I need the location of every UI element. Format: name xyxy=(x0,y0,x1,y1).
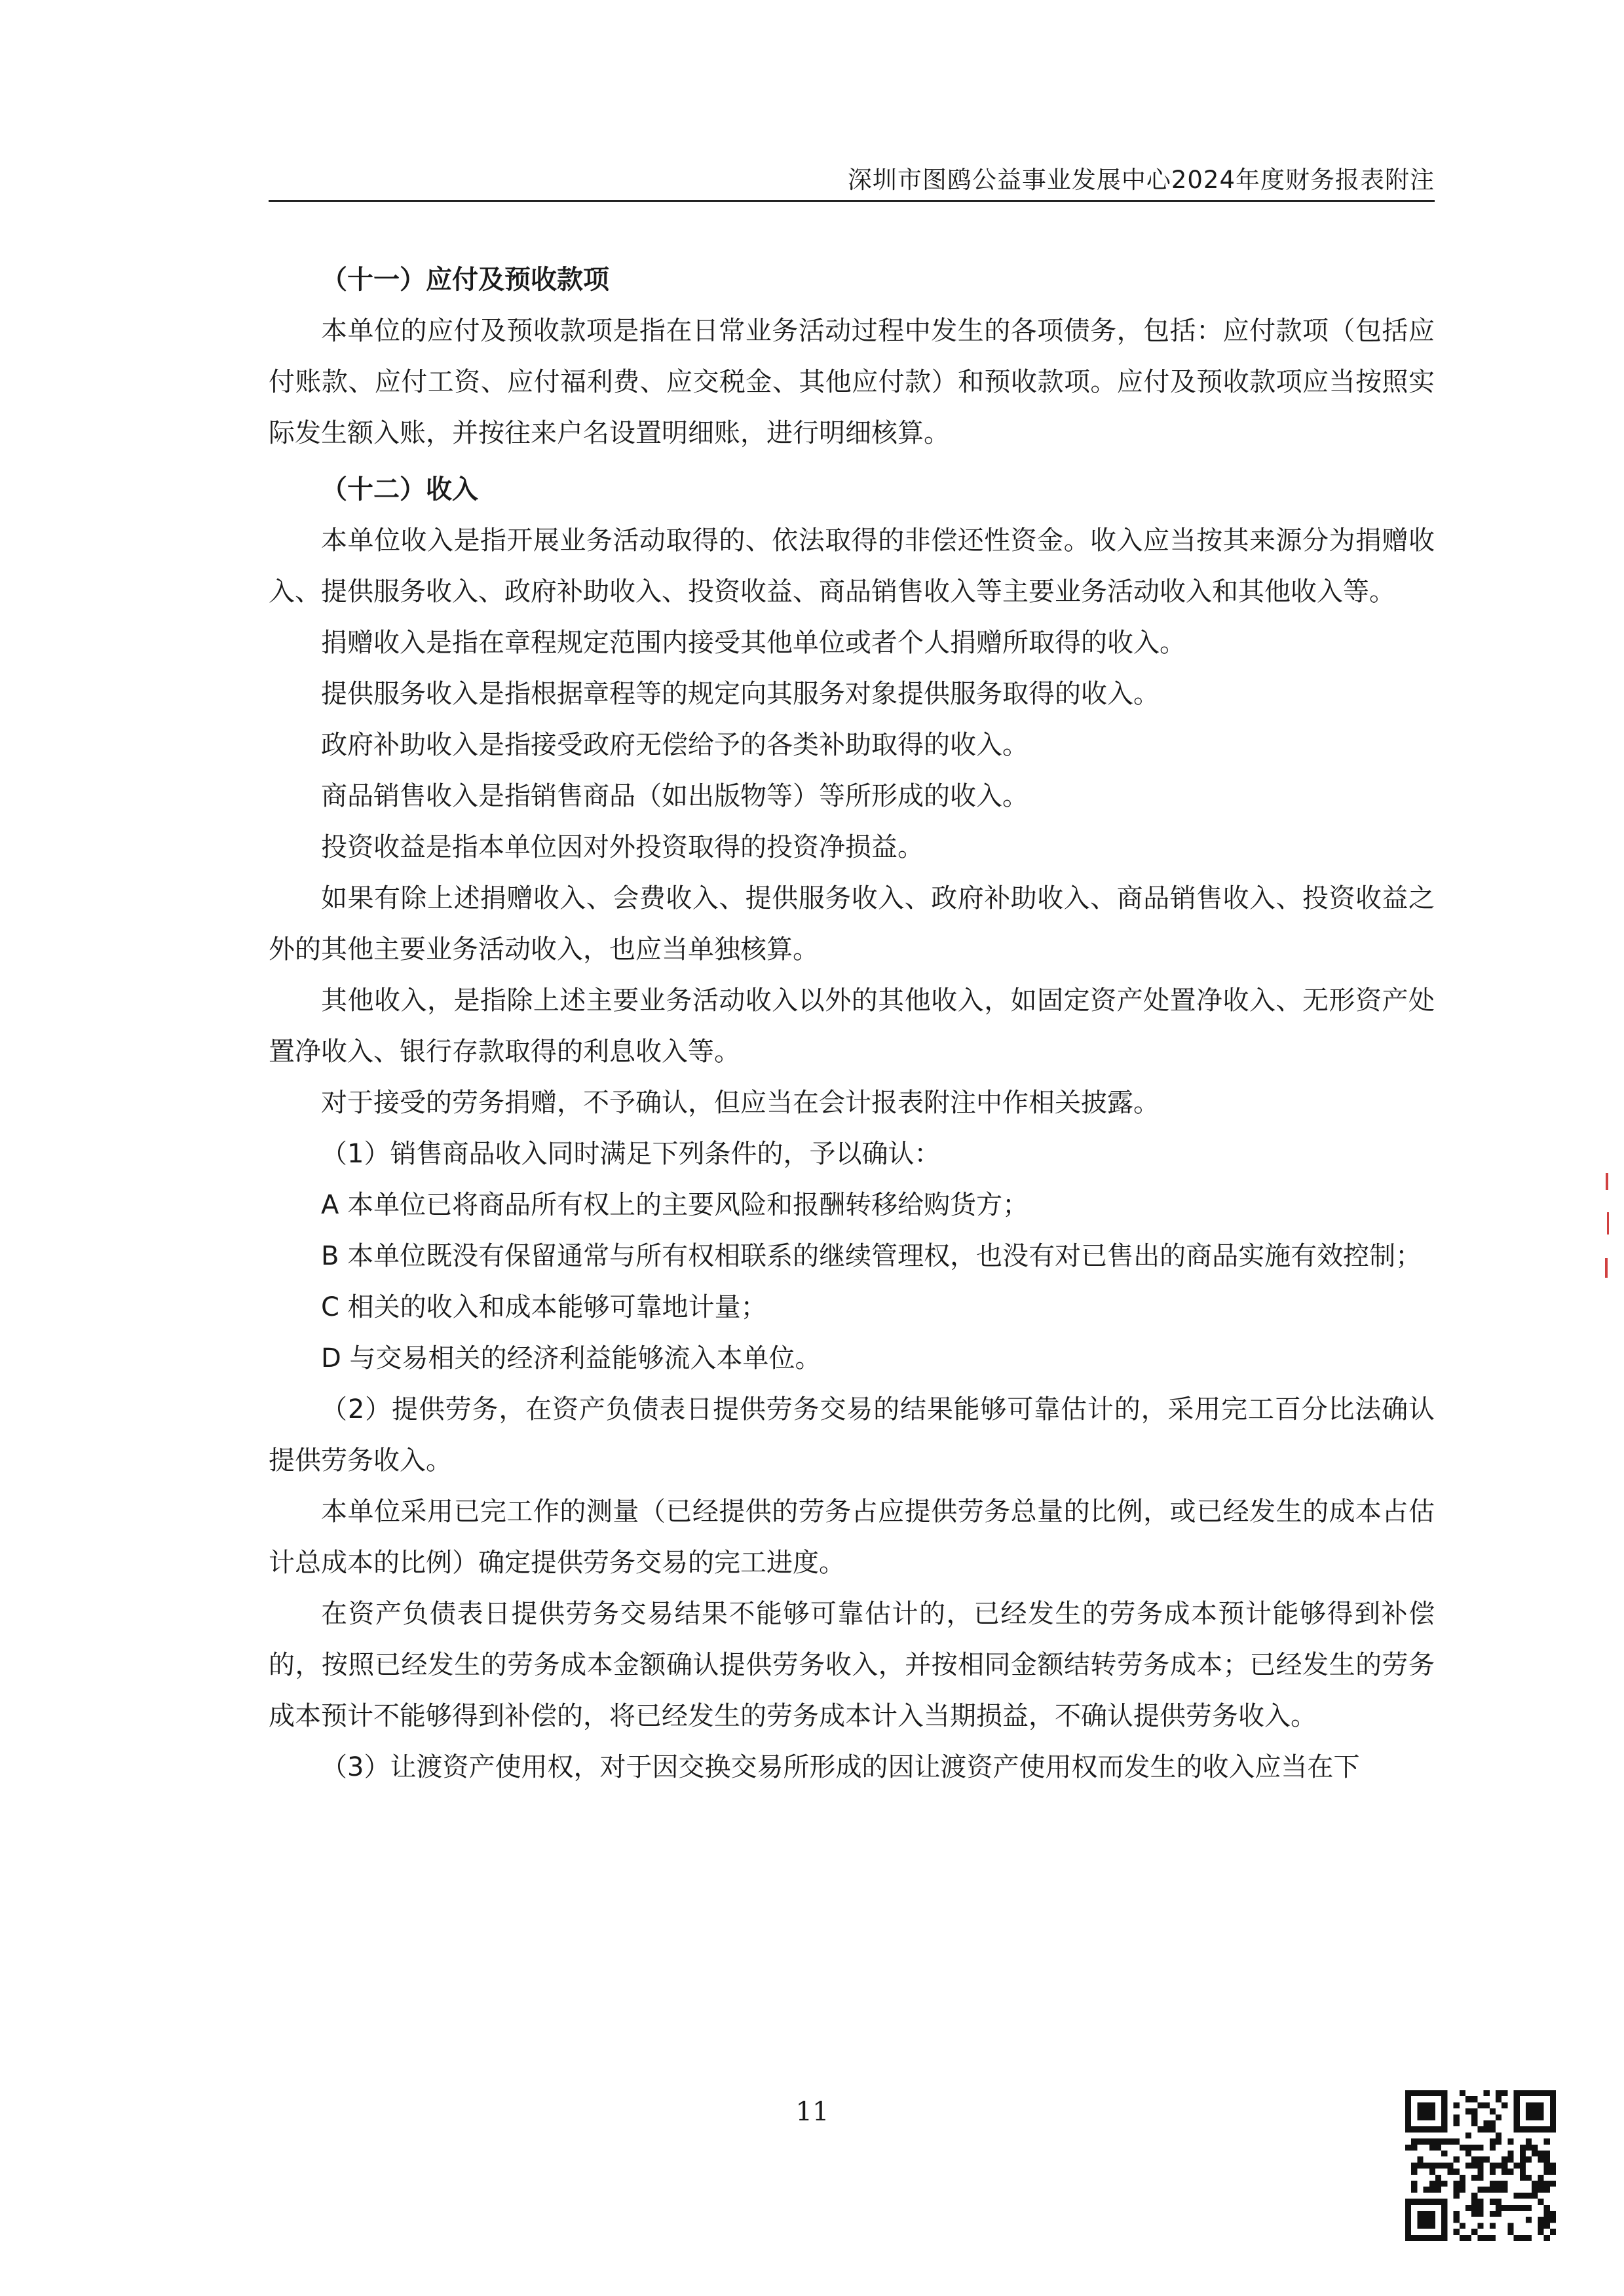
section-12-paragraph-16: 本单位采用已完工作的测量（已经提供的劳务占应提供劳务总量的比例，或已经发生的成本占估计总成本的比例）确定提供劳务交易的完工进度。 xyxy=(269,1497,1435,1578)
section-11-heading: （十一）应付及预收款项 xyxy=(321,265,609,295)
section-12-paragraph-15: （2）提供劳务，在资产负债表日提供劳务交易的结果能够可靠估计的，采用完工百分比法确认提供劳务收入。 xyxy=(269,1394,1435,1476)
section-12-paragraph-6: 投资收益是指本单位因对外投资取得的投资净损益。 xyxy=(321,832,924,862)
qr-code-icon xyxy=(1405,2090,1556,2241)
section-12-paragraph-4: 政府补助收入是指接受政府无偿给予的各类补助取得的收入。 xyxy=(321,730,1029,760)
section-12-paragraph-3: 提供服务收入是指根据章程等的规定向其服务对象提供服务取得的收入。 xyxy=(321,679,1160,709)
section-12-paragraph-2: 捐赠收入是指在章程规定范围内接受其他单位或者个人捐赠所取得的收入。 xyxy=(321,628,1186,658)
document-body xyxy=(269,249,1435,1793)
section-12-paragraph-18: （3）让渡资产使用权，对于因交换交易所形成的因让渡资产使用权而发生的收入应当在下 xyxy=(321,1752,1360,1782)
page-header-title: 深圳市图鸥公益事业发展中心2024年度财务报表附注 xyxy=(847,166,1435,194)
section-12-paragraph-14: D 与交易相关的经济利益能够流入本单位。 xyxy=(321,1343,821,1373)
section-12-heading: （十二）收入 xyxy=(321,474,478,505)
section-12-paragraph-11: A 本单位已将商品所有权上的主要风险和报酬转移给购货方； xyxy=(321,1190,1029,1220)
section-12-paragraph-17: 在资产负债表日提供劳务交易结果不能够可靠估计的，已经发生的劳务成本预计能够得到补偿的，按照已经发生的劳务成本金额确认提供劳务收入，并按相同金额结转劳务成本；已经发生的劳务成本预计不能够得到补偿的，将已经发生的劳务成本计入当期损益，不确认提供劳务收入。 xyxy=(269,1599,1435,1731)
section-12-paragraph-13: C 相关的收入和成本能够可靠地计量； xyxy=(321,1292,767,1322)
header-divider xyxy=(269,200,1435,202)
section-12-paragraph-10: （1）销售商品收入同时满足下列条件的，予以确认： xyxy=(321,1139,941,1169)
section-12-paragraph-9: 对于接受的劳务捐赠，不予确认，但应当在会计报表附注中作相关披露。 xyxy=(321,1088,1160,1118)
section-12-paragraph-8: 其他收入，是指除上述主要业务活动收入以外的其他收入，如固定资产处置净收入、无形资产处置净收入、银行存款取得的利息收入等。 xyxy=(269,985,1435,1067)
scan-edge-marks xyxy=(1602,1173,1615,1284)
page-number: 11 xyxy=(795,2097,829,2127)
section-11-paragraph-1: 本单位的应付及预收款项是指在日常业务活动过程中发生的各项债务，包括：应付款项（包括应付账款、应付工资、应付福利费、应交税金、其他应付款）和预收款项。应付及预收款项应当按照实际发生额入账，并按往来户名设置明细账，进行明细核算。 xyxy=(269,316,1435,448)
section-12-paragraph-7: 如果有除上述捐赠收入、会费收入、提供服务收入、政府补助收入、商品销售收入、投资收益之外的其他主要业务活动收入，也应当单独核算。 xyxy=(269,883,1435,965)
qr-code-graphic xyxy=(1405,2090,1556,2241)
section-12-paragraph-5: 商品销售收入是指销售商品（如出版物等）等所形成的收入。 xyxy=(321,781,1029,811)
section-12-paragraph-12: B 本单位既没有保留通常与所有权相联系的继续管理权，也没有对已售出的商品实施有效控制； xyxy=(321,1241,1422,1271)
section-12-paragraph-1: 本单位收入是指开展业务活动取得的、依法取得的非偿还性资金。收入应当按其来源分为捐赠收入、提供服务收入、政府补助收入、投资收益、商品销售收入等主要业务活动收入和其他收入等。 xyxy=(269,526,1435,607)
